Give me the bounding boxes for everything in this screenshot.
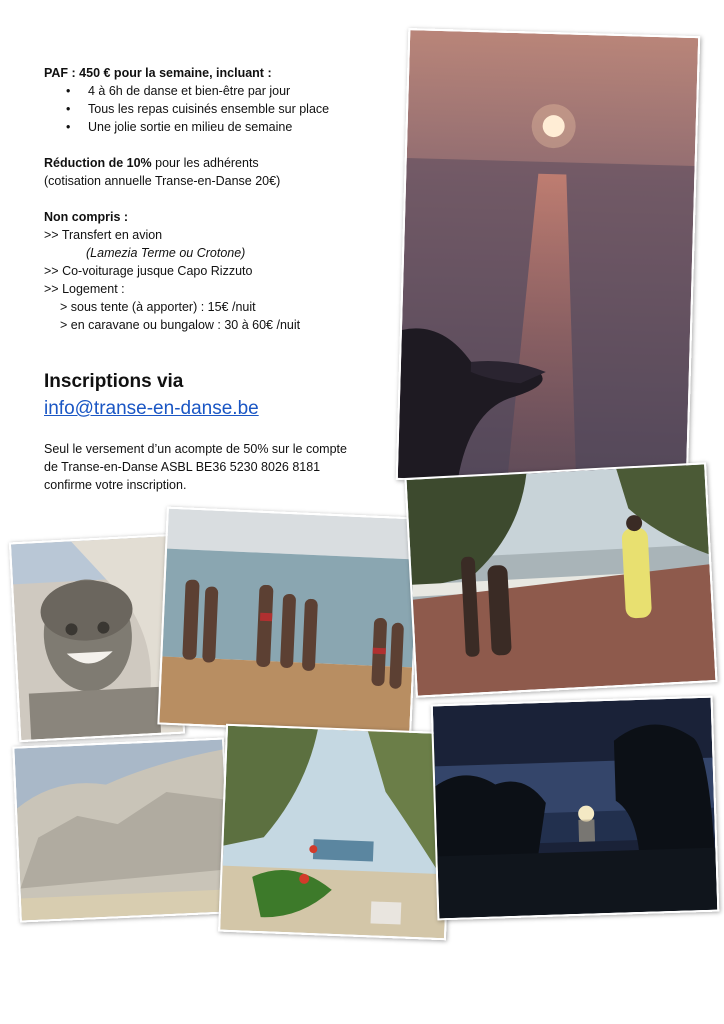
sunset-photo (396, 28, 701, 488)
non-compris-line: (Lamezia Terme ou Crotone) (86, 246, 246, 260)
inscriptions-note (44, 440, 347, 494)
non-compris-line: > sous tente (à apporter) : 15€ /nuit (60, 300, 256, 314)
paf-section (44, 64, 329, 136)
non-compris-line: >> Co-voiturage jusque Capo Rizzuto (44, 264, 253, 278)
beach-group-photo (157, 507, 420, 736)
cliffs-photo (12, 737, 231, 922)
note-line: confirme votre inscription. (44, 478, 187, 492)
reduction-bold: Réduction de 10% (44, 156, 152, 170)
reduction-rest: pour les adhérents (151, 156, 259, 170)
moonrise-photo (431, 696, 720, 921)
paf-bullet-list (44, 82, 329, 136)
note-line: de Transe-en-Danse ASBL BE36 5230 8026 8181 (44, 460, 321, 474)
non-compris-line: >> Transfert en avion (44, 228, 163, 242)
non-compris-line: >> Logement : (44, 282, 125, 296)
garden-photo (218, 724, 454, 941)
non-compris-line: > en caravane ou bungalow : 30 à 60€ /nuit (60, 318, 301, 332)
paf-bullet: • 4 à 6h de danse et bien-être par jour (44, 82, 329, 100)
note-line: Seul le versement d’un acompte de 50% sur le compte (44, 442, 347, 456)
email-link[interactable]: info@transe-en-danse.be (44, 398, 259, 419)
paf-bullet: • Une jolie sortie en milieu de semaine (44, 118, 329, 136)
non-compris-heading: Non compris : (44, 210, 129, 224)
inscriptions-title: Inscriptions via (44, 371, 184, 392)
paf-bullet: • Tous les repas cuisinés ensemble sur place (44, 100, 329, 118)
non-compris-section (44, 208, 300, 334)
terrace-dance-photo (404, 462, 717, 698)
reduction-section (44, 154, 280, 190)
paf-heading: PAF : 450 € pour la semaine, incluant : (44, 66, 272, 80)
reduction-line (44, 154, 280, 172)
reduction-line2: (cotisation annuelle Transe-en-Danse 20€) (44, 174, 281, 188)
